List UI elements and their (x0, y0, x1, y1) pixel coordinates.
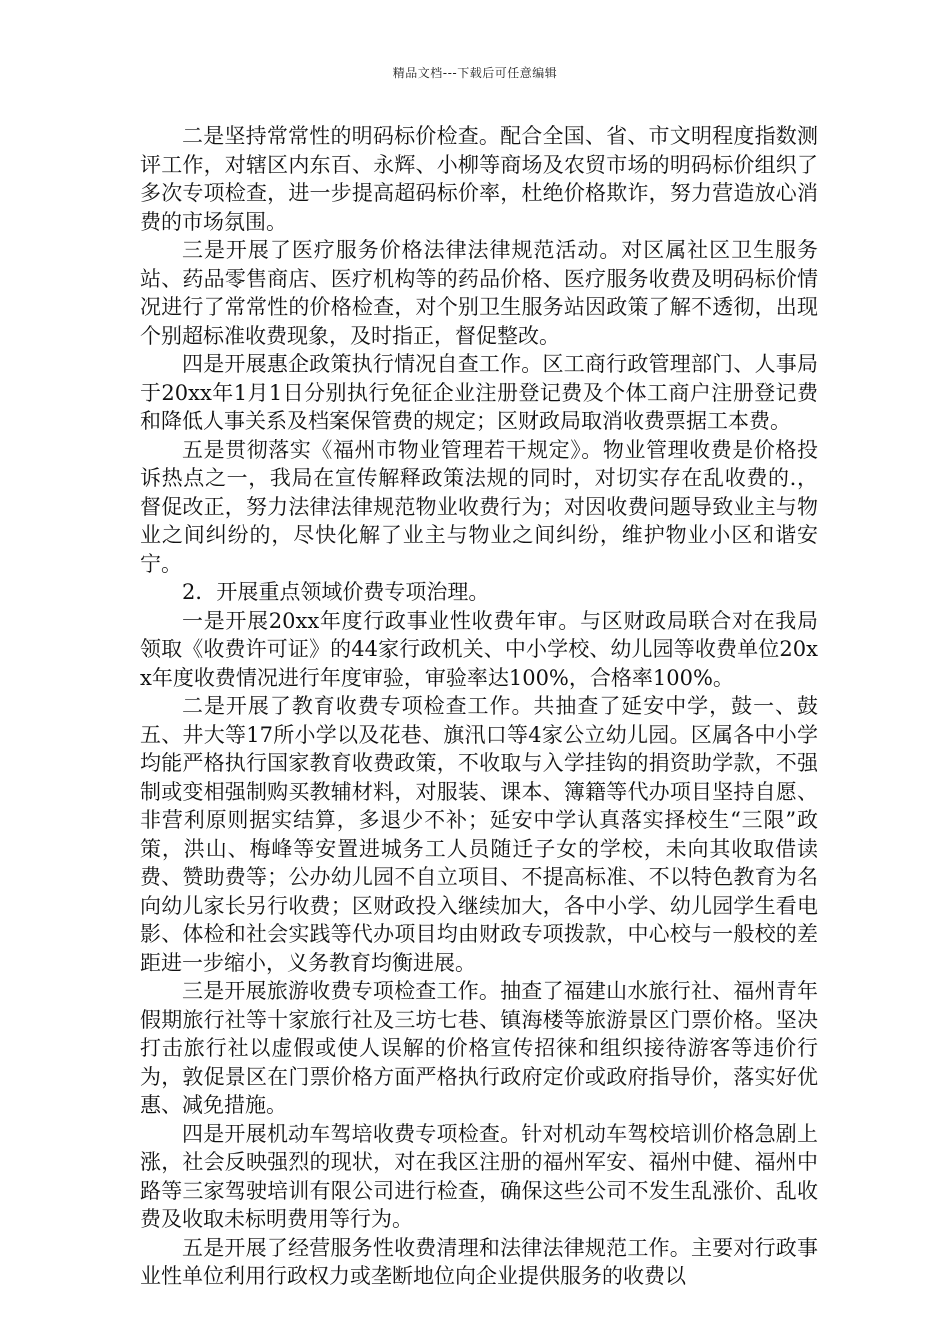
paragraph: 四是开展惠企政策执行情况自查工作。区工商行政管理部门、人事局于20xx年1月1日分别执行免征企业注册登记费及个体工商户注册登记费和降低人事关系及档案保管费的规定；区财政局取消收费票据工本费。 (140, 352, 818, 433)
section-heading: 2．开展重点领域价费专项治理。 (182, 580, 490, 604)
paragraph: 三是开展旅游收费专项检查工作。抽查了福建山水旅行社、福州青年假期旅行社等十家旅行社及三坊七巷、镇海楼等旅游景区门票价格。坚决打击旅行社以虚假或使人误解的价格宣传招徕和组织接待游客等违价行为，敦促景区在门票价格方面严格执行政府定价或政府指导价，落实好优惠、减免措施。 (140, 979, 818, 1117)
paragraph: 五是贯彻落实《福州市物业管理若干规定》。物业管理收费是价格投诉热点之一，我局在宣传解释政策法规的同时，对切实存在乱收费的.，督促改正，努力法律法律规范物业收费行为；对因收费问题导致业主与物业之间纠纷的，尽快化解了业主与物业之间纠纷，维护物业小区和谐安宁。 (140, 437, 818, 576)
paragraph: 二是开展了教育收费专项检查工作。共抽查了延安中学，鼓一、鼓五、井大等17所小学以及花巷、旗汛口等4家公立幼儿园。区属各中小学均能严格执行国家教育收费政策，不收取与入学挂钩的捐资助学款，不强制或变相强制购买教辅材料，对服装、课本、簿籍等代办项目坚持自愿、非营利原则据实结算，多退少不补；延安中学认真落实择校生“三限”政策，洪山、梅峰等安置进城务工人员随迁子女的学校，未向其收取借读费、赞助费等；公办幼儿园不自立项目、不提高标准、不以特色教育为名向幼儿家长另行收费；区财政投入继续加大，各中小学、幼儿园学生看电影、体检和社会实践等代办项目均由财政专项拨款，中心校与一般校的差距进一步缩小，义务教育均衡进展。 (140, 694, 818, 975)
paragraph: 二是坚持常常性的明码标价检查。配合全国、省、市文明程度指数测评工作，对辖区内东百、永辉、小柳等商场及农贸市场的明码标价组织了多次专项检查，进一步提高超码标价率，杜绝价格欺诈，努力营造放心消费的市场氛围。 (140, 124, 818, 234)
paragraph: 一是开展20xx年度行政事业性收费年审。与区财政局联合对在我局领取《收费许可证》的44家行政机关、中小学校、幼儿园等收费单位20xx年度收费情况进行年度审验，审验率达100%，合格率100%。 (140, 608, 818, 690)
paragraph: 五是开展了经营服务性收费清理和法律法律规范工作。主要对行政事业性单位利用行政权力或垄断地位向企业提供服务的收费以 (140, 1235, 818, 1288)
paragraph: 三是开展了医疗服务价格法律法律规范活动。对区属社区卫生服务站、药品零售商店、医疗机构等的药品价格、医疗服务收费及明码标价情况进行了常常性的价格检查，对个别卫生服务站因政策了解不透彻，出现个别超标准收费现象，及时指正，督促整改。 (140, 238, 818, 348)
document-body (140, 122, 818, 1291)
paragraph: 四是开展机动车驾培收费专项检查。针对机动车驾校培训价格急剧上涨，社会反映强烈的现状，对在我区注册的福州军安、福州中健、福州中路等三家驾驶培训有限公司进行检查，确保这些公司不发生乱涨价、乱收费及收取未标明费用等行为。 (140, 1121, 818, 1231)
page-header: 精品文档---下载后可任意编辑 (392, 66, 558, 80)
